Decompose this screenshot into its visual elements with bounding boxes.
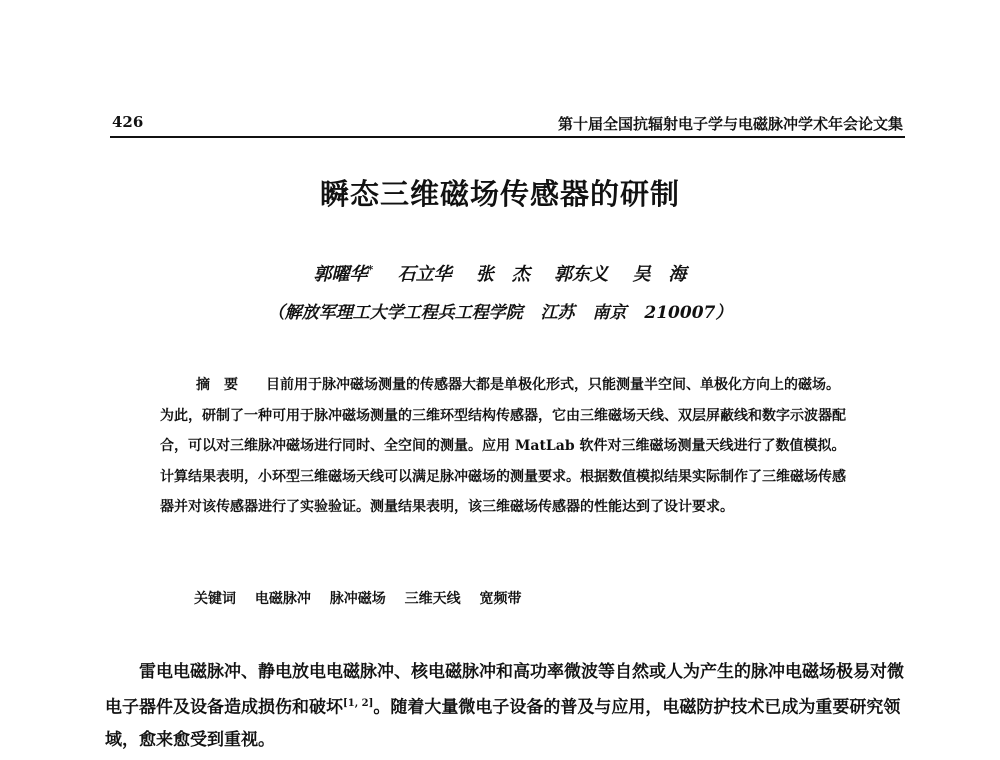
affiliation: [0, 298, 1000, 323]
paper-title: 瞬态三维磁场传感器的研制: [319, 177, 680, 211]
author: 郭东义: [554, 264, 609, 285]
affiliation-province: 江苏: [540, 303, 575, 323]
citation: [1, 2]: [343, 698, 374, 709]
author: 石立华: [397, 264, 452, 285]
affiliation-institution: （解放军理工大学工程兵工程学院: [267, 303, 523, 323]
page-number: 426: [112, 113, 144, 131]
affiliation-postcode: 210007）: [644, 303, 733, 323]
abstract-label: 摘要: [196, 377, 252, 393]
keyword: 三维天线: [404, 591, 461, 607]
body-text-part: 雷电电磁脉冲、静电放电电磁脉冲、核电磁脉冲和高功率微波等自然或人为产生的脉冲电磁场极易对微电子器件及设备造成损伤和破坏: [105, 662, 904, 718]
abstract: [160, 370, 850, 523]
keywords-label: 关键词: [194, 591, 236, 607]
keywords: [194, 588, 536, 608]
keyword: 脉冲磁场: [329, 591, 386, 607]
author: 张 杰: [475, 264, 530, 285]
keyword: 电磁脉冲: [254, 591, 311, 607]
keyword: 宽频带: [479, 591, 522, 607]
journal-title: 第十届全国抗辐射电子学与电磁脉冲学术年会论文集: [557, 115, 903, 133]
running-header: [110, 108, 905, 138]
body-text-part: 。随着大量微电子设备的普及与应用，电磁防护技术已成为重要研究领域，愈来愈受到重视。: [105, 697, 901, 750]
author-list: [0, 260, 1000, 286]
author: 郭曜华*: [313, 263, 374, 285]
abstract-text: 目前用于脉冲磁场测量的传感器大都是单极化形式，只能测量半空间、单极化方向上的磁场。为此，研制了一种可用于脉冲磁场测量的三维环型结构传感器，它由三维磁场天线、双层屏蔽线和数字示波器配合，可以对三维脉冲磁场进行同时、全空间的测量。应用 MatLab 软件对三维磁场测量天线进行了数值模拟。计算结果表明，小环型三维磁场天线可以满足脉冲磁场的测量要求。根据数值模拟结果实际制作了三维磁场传感器并对该传感器进行了实验验证。测量结果表明，该三维磁场传感器的性能达到了设计要求。: [160, 377, 846, 515]
affiliation-city: 南京: [592, 303, 627, 323]
author: 吴 海: [632, 264, 687, 285]
body-paragraph: [105, 656, 905, 756]
